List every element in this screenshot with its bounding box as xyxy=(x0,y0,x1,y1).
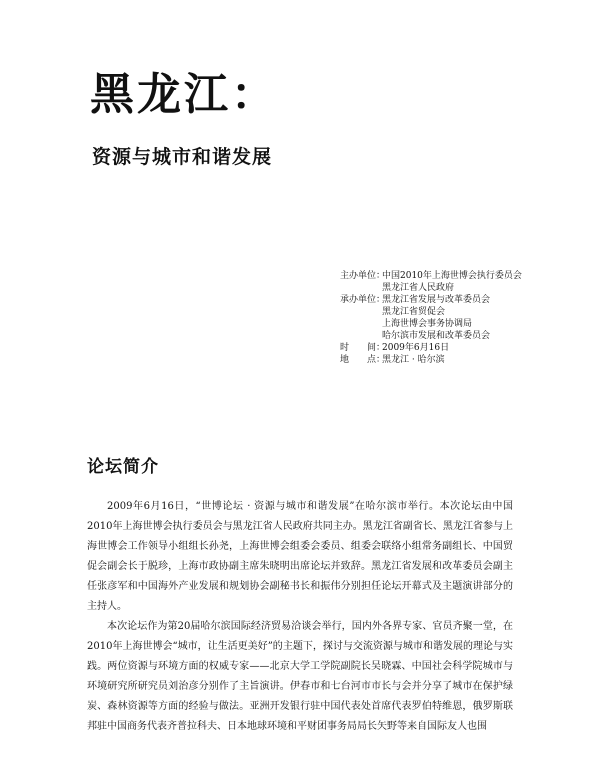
info-value: 黑龙江省发展与改革委员会 xyxy=(382,295,491,305)
info-value: 黑龙江省人民政府 xyxy=(382,283,455,293)
info-label: 时 间： xyxy=(340,343,386,353)
info-value: 黑龙江 · 哈尔滨 xyxy=(382,355,445,365)
page-title: 黑龙江： xyxy=(90,69,278,120)
info-label xyxy=(340,318,382,330)
section-heading: 论坛简介 xyxy=(87,457,159,477)
body-text xyxy=(87,497,513,737)
info-value: 中国2010年上海世博会执行委员会 xyxy=(382,271,522,281)
info-row-date xyxy=(340,342,522,354)
info-label: 承办单位： xyxy=(340,295,386,305)
info-value: 哈尔滨市发展和改革委员会 xyxy=(382,331,491,341)
organizer-info xyxy=(340,270,522,366)
info-label xyxy=(340,282,382,294)
info-row-organizer-3 xyxy=(340,318,522,330)
info-row-location xyxy=(340,354,522,366)
info-value: 黑龙江省贸促会 xyxy=(382,307,446,317)
info-value: 2009年6月16日 xyxy=(382,343,450,353)
info-row-organizer-2 xyxy=(340,306,522,318)
paragraph: 本次论坛作为第20届哈尔滨国际经济贸易洽谈会举行，国内外各界专家、官员齐聚一堂，在2010年上海世博会“城市，让生活更美好”的主题下，探讨与交流资源与城市和谐发展的理论与实践。两位资源与环境方面的权威专家——北京大学工学院副院长吴晓霖、中国社会科学院城市与环境研究所研究员刘治彦分别作了主旨演讲。伊春市和七台河市市长与会并分享了城市在保护绿炭、森林资源等方面的经验与做法。亚洲开发银行驻中国代表处首席代表罗伯特维恩，俄罗斯联邦驻中国商务代表齐普拉科夫、日本地球环境和平财团事务局局长矢野等来自国际友人也围 xyxy=(87,621,513,732)
info-row-host xyxy=(340,270,522,282)
info-value: 上海世博会事务协调局 xyxy=(382,319,473,329)
paragraph: 2009年6月16日，“世博论坛 · 资源与城市和谐发展”在哈尔滨市举行。本次论坛由中国2010年上海世博会执行委员会与黑龙江省人民政府共同主办。黑龙江省副省长、黑龙江省参与上海世博会工作领导小组组长孙尧，上海世博会组委会委员、组委会联络小组常务副组长、中国贸促会副会长于脱珍，上海市政协副主席朱晓明出席论坛并致辞。黑龙江省发展和改革委员会副主任张彦军和中国海外产业发展和规划协会副秘书长和振伟分别担任论坛开幕式及主题演讲部分的主持人。 xyxy=(87,501,513,612)
info-row-organizer xyxy=(340,294,522,306)
info-label: 地 点： xyxy=(340,355,386,365)
info-label xyxy=(340,306,382,318)
page-subtitle: 资源与城市和谐发展 xyxy=(92,146,273,168)
info-label: 主办单位： xyxy=(340,271,386,281)
info-row-host-2 xyxy=(340,282,522,294)
info-row-organizer-4 xyxy=(340,330,522,342)
info-label xyxy=(340,330,382,342)
